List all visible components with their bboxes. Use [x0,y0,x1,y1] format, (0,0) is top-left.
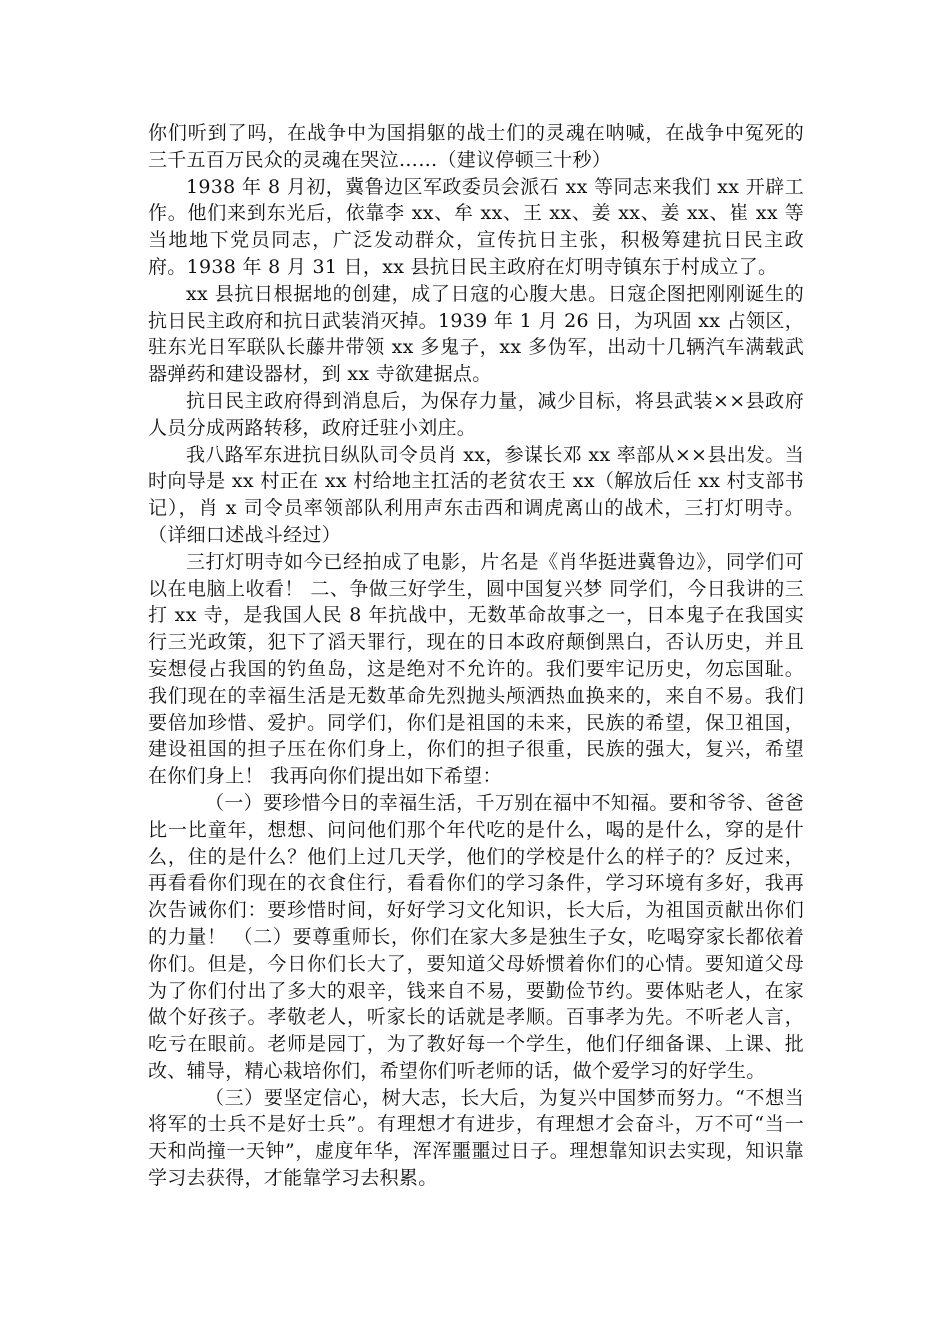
paragraph-2: 1938 年 8 月初，冀鲁边区军政委员会派石 xx 等同志来我们 xx 开辟工作。他们来到东光后，依靠李 xx、牟 xx、王 xx、姜 xx、姜 xx、崔 xx 等当地地下党员同志，广泛发动群众，宣传抗日主张，积极筹建抗日民主政府。1938 年 8 月 31 日，xx 县抗日民主政府在灯明寺镇东于村成立了。 [148,175,804,278]
paragraph-1: 你们听到了吗，在战争中为国捐躯的战士们的灵魂在呐喊，在战争中冤死的三千五百万民众的灵魂在哭泣……（建议停顿三十秒） [148,122,804,171]
paragraph-7: （一）要珍惜今日的幸福生活，千万别在福中不知福。要和爷爷、爸爸比一比童年，想想、问问他们那个年代吃的是什么，喝的是什么，穿的是什么，住的是什么？他们上过几天学，他们的学校是什么的样子的？反过来，再看看你们现在的衣食住行，看看你们的学习条件，学习环境有多好，我再次告诫你们：要珍惜时间，好好学习文化知识，长大后，为祖国贡献出你们的力量！ （二）要尊重师长，你们在家大多是独生子女，吃喝穿家长都依着你们。但是，今日你们长大了，要知道父母娇惯着你们的心情。要知道父母为了你们付出了多大的艰辛，钱来自不易，要勤俭节约。要体贴老人，在家做个好孩子。孝敬老人，听家长的话就是孝顺。百事孝为先。不听老人言，吃亏在眼前。老师是园丁，为了教好每一个学生，他们仔细备课、上课、批改、辅导，精心栽培你们，希望你们听老师的话，做个爱学习的好学生。 [148,791,804,1082]
body-text [148,120,804,1192]
paragraph-4: 抗日民主政府得到消息后，为保存力量，减少目标，将县武装××县政府人员分成两路转移，政府迁驻小刘庄。 [148,389,804,439]
paragraph-5: 我八路军东进抗日纵队司令员肖 xx，参谋长邓 xx 率部从××县出发。当时向导是 xx 村正在 xx 村给地主扛活的老贫农王 xx（解放后任 xx 村支部书记），肖 x 司令员率领部队利用声东击西和调虎离山的战术，三打灯明寺。（详细口述战斗经过） [148,443,804,546]
paragraph-3: xx 县抗日根据地的创建，成了日寇的心腹大患。日寇企图把刚刚诞生的抗日民主政府和抗日武装消灭掉。1939 年 1 月 26 日，为巩固 xx 占领区，驻东光日军联队长藤井带领 xx 多鬼子，xx 多伪军，出动十几辆汽车满载武器弹药和建设器材，到 xx 寺欲建据点。 [148,282,804,386]
paragraph-6: 三打灯明寺如今已经拍成了电影，片名是《肖华挺进冀鲁边》，同学们可以在电脑上收看！ 二、争做三好学生，圆中国复兴梦 同学们，今日我讲的三打 xx 寺，是我国人民 8 年抗战中，无数革命故事之一，日本鬼子在我国实行三光政策，犯下了滔天罪行，现在的日本政府颠倒黑白，否认历史，并且妄想侵占我国的钓鱼岛，这是绝对不允许的。我们要牢记历史，勿忘国耻。我们现在的幸福生活是无数革命先烈抛头颅洒热血换来的，来自不易。我们要倍加珍惜、爱护。同学们，你们是祖国的未来，民族的希望，保卫祖国，建设祖国的担子压在你们身上，你们的担子很重，民族的强大，复兴，希望在你们身上！ 我再向你们提出如下希望： [148,550,804,788]
paragraph-8: （三）要坚定信心，树大志，长大后，为复兴中国梦而努力。“不想当将军的士兵不是好士兵”。有理想才有进步，有理想才会奋斗，万不可“当一天和尚撞一天钟”，虚度年华，浑浑噩噩过日子。理想靠知识去实现，知识靠学习去获得，才能靠学习去积累。 [148,1086,804,1190]
